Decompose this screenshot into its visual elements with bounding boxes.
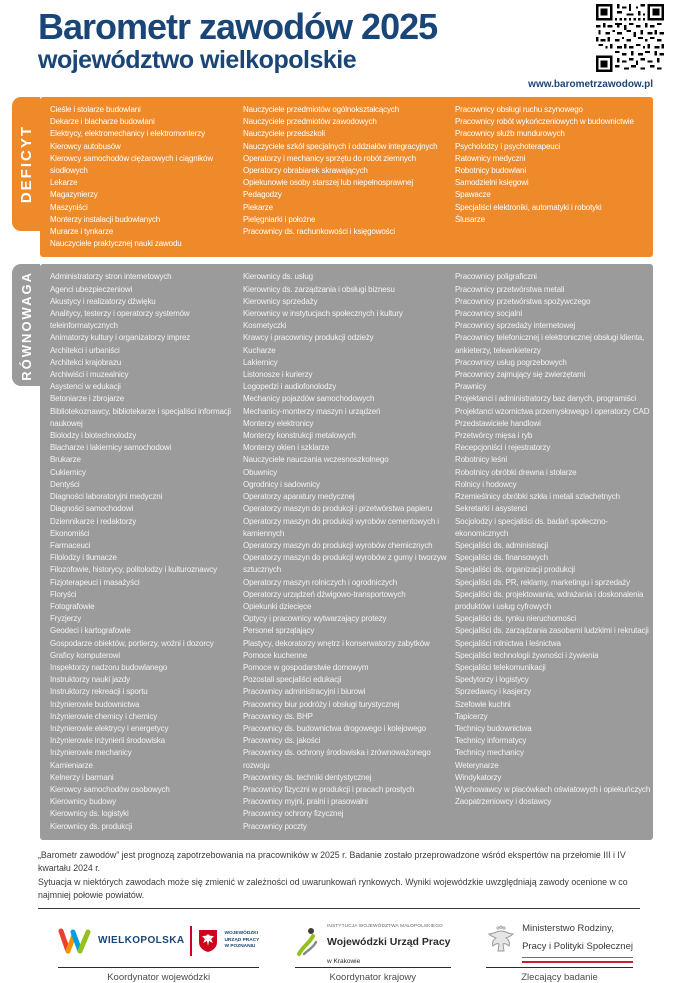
profession-item: Operatorzy maszyn rolniczych i ogrodniczych (243, 577, 398, 587)
profession-item: Optycy i pracownicy wytwarzający protezy (243, 614, 387, 624)
rownowaga-column-1 (50, 271, 243, 832)
profession-item: Kierownicy ds. logistyki (50, 809, 129, 819)
profession-item: Specjaliści ds. projektowania, wdrażania i doskonalenia produktów i usług cyfrowych (455, 589, 644, 611)
profession-item: Inżynierowie chemicy i chemicy (50, 711, 158, 721)
profession-item: Brukarze (50, 455, 81, 465)
profession-item: Kierownicy ds. usług (243, 272, 313, 282)
partner-wielkopolska (58, 919, 259, 983)
partner-ministry (486, 919, 633, 983)
profession-item: Mechanicy pojazdów samochodowych (243, 394, 375, 404)
profession-item: Kierownicy budowy (50, 797, 116, 807)
profession-item: Opiekunki dziecięce (243, 601, 312, 611)
profession-item: Fryzjerzy (50, 614, 82, 624)
profession-item: Pielęgniarki i położne (243, 214, 316, 224)
krakow-figure-icon (295, 926, 321, 956)
profession-item: Ogrodnicy i sadownicy (243, 479, 320, 489)
profession-item: Specjaliści technologii żywności i żywienia (455, 650, 599, 660)
profession-item: Animatorzy kultury i organizatorzy imprez (50, 333, 191, 343)
profession-item: Blacharze i lakiernicy samochodowi (50, 443, 172, 453)
poznan-crest-text (224, 931, 259, 950)
disclaimer-line1: „Barometr zawodów” jest prognozą zapotrzebowania na pracowników w 2025 r. Badanie zostało przeprowadzone wśród ekspertów na przełomie III i IV kwartału 2024 r. (38, 849, 626, 874)
profession-item: Archiwiści i muzealnicy (50, 370, 129, 380)
profession-item: Specjaliści telekomunikacji (455, 662, 546, 672)
profession-item: Monterzy okien i szklarze (243, 443, 330, 453)
profession-item: Pracownicy administracyjni i biurowi (243, 687, 366, 697)
deficyt-column-3 (455, 104, 651, 250)
wielkopolska-brand: WIELKOPOLSKA (98, 935, 185, 947)
wup-krakow-text (327, 914, 451, 968)
profession-item: Bibliotekoznawcy, bibliotekarze i specjaliści informacji naukowej (50, 406, 231, 428)
crest-line: WOJEWÓDZKI (224, 931, 259, 937)
profession-item: Kierowcy samochodów ciężarowych i ciągników siodłowych (50, 153, 213, 176)
profession-item: Ekonomiści (50, 528, 90, 538)
rownowaga-column-3 (455, 271, 651, 832)
profession-item: Kelnerzy i barmani (50, 772, 114, 782)
profession-item: Operatorzy aparatury medycznej (243, 492, 355, 502)
profession-item: Murarze i tynkarze (50, 227, 114, 237)
profession-item: Pracownicy poligraficzni (455, 272, 537, 282)
profession-item: Instruktorzy rekreacji i sportu (50, 687, 148, 697)
profession-item: Logopedzi i audiofonolodzy (243, 382, 337, 392)
partner-wup-krakow (295, 919, 451, 983)
profession-item: Opiekunowie osoby starszej lub niepełnosprawnej (243, 178, 413, 188)
profession-item: Analitycy, testerzy i operatorzy systemów teleinformatycznych (50, 309, 190, 331)
profession-item: Krawcy i pracownicy produkcji odzieży (243, 333, 374, 343)
profession-item: Pracownicy przetwórstwa metali (455, 284, 565, 294)
profession-item: Elektrycy, elektromechanicy i elektromonterzy (50, 129, 205, 139)
profession-item: Kierownicy ds. zarządzania i obsługi biznesu (243, 284, 395, 294)
partner-caption: Koordynator wojewódzki (107, 971, 211, 983)
profession-item: Pedagodzy (243, 190, 282, 200)
profession-item: Nauczyciele praktycznej nauki zawodu (50, 239, 182, 249)
profession-item: Diagności laboratoryjni medyczni (50, 492, 163, 502)
profession-item: Monterzy instalacji budowlanych (50, 214, 161, 224)
website-link[interactable]: www.barometrzawodow.pl (528, 79, 653, 90)
profession-item: Weterynarze (455, 760, 499, 770)
profession-item: Dentyści (50, 479, 80, 489)
profession-item: Technicy budownictwa (455, 723, 532, 733)
ministry-line: Pracy i Polityki Społecznej (522, 941, 633, 953)
profession-item: Dekarze i blacharze budowlani (50, 117, 155, 127)
profession-item: Pracownicy robót wykończeniowych w budownictwie (455, 117, 634, 127)
profession-item: Projektanci i administratorzy baz danych, programiści (455, 394, 637, 404)
profession-item: Specjaliści ds. zarządzania zasobami ludzkimi i rekrutacji (455, 626, 649, 636)
profession-item: Szefowie kuchni (455, 699, 511, 709)
profession-item: Architekci i urbaniści (50, 345, 120, 355)
profession-item: Farmaceuci (50, 540, 91, 550)
profession-item: Specjaliści ds. finansowych (455, 553, 548, 563)
profession-item: Pracownicy ds. ochrony środowiska i zrównoważonego rozwoju (243, 748, 431, 770)
ministry-underline (522, 957, 633, 963)
profession-item: Operatorzy obrabiarek skrawających (243, 166, 368, 176)
profession-item: Fotografowie (50, 601, 95, 611)
profession-item: Dziennikarze i redaktorzy (50, 516, 137, 526)
profession-item: Piekarze (243, 202, 273, 212)
profession-item: Cukiernicy (50, 467, 86, 477)
profession-item: Technicy mechanicy (455, 748, 524, 758)
section-rownowaga-tab (12, 264, 40, 386)
profession-item: Geodeci i kartografowie (50, 626, 131, 636)
profession-item: Plastycy, dekoratorzy wnętrz i konserwatorzy zabytków (243, 638, 430, 648)
profession-item: Specjaliści ds. organizacji produkcji (455, 565, 575, 575)
profession-item: Pomoce w gospodarstwie domowym (243, 662, 369, 672)
section-deficyt (17, 97, 653, 257)
profession-item: Operatorzy maszyn do produkcji wyrobów chemicznych (243, 540, 433, 550)
profession-item: Pracownicy ds. BHP (243, 711, 313, 721)
profession-item: Technicy informatycy (455, 736, 527, 746)
deficyt-columns (40, 97, 653, 257)
profession-item: Inżynierowie budownictwa (50, 699, 140, 709)
profession-item: Maszyniści (50, 202, 88, 212)
section-deficyt-tab (12, 97, 40, 231)
profession-item: Agenci ubezpieczeniowi (50, 284, 133, 294)
profession-item: Sprzedawcy i kasjerzy (455, 687, 531, 697)
profession-item: Betoniarze i zbrojarze (50, 394, 125, 404)
profession-item: Wychowawcy w placówkach oświatowych i opiekuńczych (455, 784, 651, 794)
profession-item: Diagności samochodowi (50, 504, 134, 514)
profession-item: Rzemieślnicy obróbki szkła i metali szlachetnych (455, 492, 620, 502)
profession-item: Ślusarze (455, 214, 485, 224)
profession-item: Pracownicy socjalni (455, 309, 522, 319)
profession-item: Rolnicy i hodowcy (455, 479, 517, 489)
profession-item: Lakiernicy (243, 357, 278, 367)
profession-item: Instruktorzy nauki jazdy (50, 675, 130, 685)
profession-item: Pracownicy służb mundurowych (455, 129, 565, 139)
ministry-line: Ministerstwo Rodziny, (522, 923, 614, 935)
profession-item: Specjaliści ds. rynku nieruchomości (455, 614, 577, 624)
profession-item: Pracownicy zajmujący się zwierzętami (455, 370, 586, 380)
profession-item: Monterzy konstrukcji metalowych (243, 431, 356, 441)
profession-item: Inspektorzy nadzoru budowlanego (50, 662, 168, 672)
profession-item: Cieśle i stolarze budowlani (50, 105, 141, 114)
profession-item: Przetwórcy mięsa i ryb (455, 431, 533, 441)
profession-item: Pracownicy ds. rachunkowości i księgowości (243, 227, 395, 237)
profession-item: Personel sprzątający (243, 626, 315, 636)
profession-item: Pracownicy przetwórstwa spożywczego (455, 296, 591, 306)
profession-item: Robotnicy leśni (455, 455, 508, 465)
profession-item: Pracownicy ds. techniki dentystycznej (243, 772, 372, 782)
profession-item: Psycholodzy i psychoterapeuci (455, 141, 561, 151)
ministry-logo (486, 919, 633, 963)
page-title: Barometr zawodów 2025 (38, 6, 438, 47)
profession-item: Pracownicy myjni, pralni i prasowalni (243, 797, 368, 807)
profession-item: Kamieniarze (50, 760, 93, 770)
profession-item: Operatorzy maszyn do produkcji i przetwórstwa papieru (243, 504, 433, 514)
profession-item: Windykatorzy (455, 772, 502, 782)
ministry-text (522, 918, 633, 963)
profession-item: Operatorzy maszyn do produkcji wyrobów cementowych i kamiennych (243, 516, 439, 538)
profession-item: Pracownicy ds. budownictwa drogowego i kolejowego (243, 723, 426, 733)
profession-item: Filozofowie, historycy, politolodzy i kulturoznawcy (50, 565, 217, 575)
profession-item: Operatorzy maszyn do produkcji wyrobów z gumy i tworzyw sztucznych (243, 553, 447, 575)
profession-item: Samodzielni księgowi (455, 178, 529, 188)
profession-item: Przedstawiciele handlowi (455, 418, 541, 428)
profession-item: Projektanci wzornictwa przemysłowego i operatorzy CAD (455, 406, 650, 416)
profession-item: Nauczyciele przedmiotów zawodowych (243, 117, 377, 127)
profession-item: Kierownicy w instytucjach społecznych i kultury (243, 309, 403, 319)
profession-item: Robotnicy obróbki drewna i stolarze (455, 467, 577, 477)
profession-item: Kierownicy sprzedaży (243, 296, 318, 306)
profession-item: Gospodarze obiektów, portierzy, woźni i dozorcy (50, 638, 214, 648)
section-label: DEFICYT (17, 124, 35, 204)
partner-caption: Zlecający badanie (521, 971, 598, 983)
profession-item: Tapicerzy (455, 711, 488, 721)
profession-item: Obuwnicy (243, 467, 277, 477)
profession-item: Pracownicy biur podróży i obsługi turystycznej (243, 699, 400, 709)
profession-item: Nauczyciele przedszkoli (243, 129, 325, 139)
profession-item: Inżynierowie mechanicy (50, 748, 132, 758)
profession-item: Sekretarki i asystenci (455, 504, 528, 514)
poznan-crest-icon (198, 929, 218, 953)
profession-item: Specjaliści ds. administracji (455, 540, 549, 550)
profession-item: Pracownicy fizyczni w produkcji i pracach prostych (243, 784, 415, 794)
footer-divider (38, 908, 640, 909)
wielkopolska-logo (58, 919, 259, 963)
profession-item: Pracownicy telefonicznej i elektronicznej obsługi klienta, ankieterzy, teleankieterzy (455, 333, 645, 355)
profession-item: Mechanicy-monterzy maszyn i urządzeń (243, 406, 381, 416)
profession-item: Nauczyciele przedmiotów ogólnokształcących (243, 105, 399, 114)
deficyt-column-2 (243, 104, 455, 250)
profession-item: Kierownicy ds. produkcji (50, 821, 133, 831)
profession-item: Pomoce kuchenne (243, 650, 308, 660)
profession-item: Specjaliści rolnictwa i leśnictwa (455, 638, 561, 648)
profession-item: Socjolodzy i specjaliści ds. badań społeczno-ekonomicznych (455, 516, 608, 538)
profession-item: Graficy komputerowi (50, 650, 121, 660)
profession-item: Spedytorzy i logistycy (455, 675, 529, 685)
disclaimer-line2: Sytuacja w niektórych zawodach może się zmienić w zależności od uwarunkowań rynkowych. Wyniki wojewódzkie uwzględniają zawody ocenione w co najmniej połowie powiatów. (38, 876, 628, 901)
profession-item: Lekarze (50, 178, 78, 188)
profession-item: Pozostali specjaliści edukacji (243, 675, 342, 685)
profession-item: Specjaliści elektroniki, automatyki i robotyki (455, 202, 602, 212)
profession-item: Spawacze (455, 190, 491, 200)
profession-item: Kucharze (243, 345, 276, 355)
profession-item: Kosmetyczki (243, 321, 287, 331)
profession-item: Kierowcy samochodów osobowych (50, 784, 170, 794)
partner-logos (58, 919, 633, 983)
profession-item: Ratownicy medyczni (455, 153, 526, 163)
profession-item: Administratorzy stron internetowych (50, 272, 172, 282)
profession-item: Asystenci w edukacji (50, 382, 121, 392)
profession-item: Pracownicy usług pogrzebowych (455, 357, 567, 367)
institution-caption: INSTYTUCJA WOJEWÓDZTWA MAŁOPOLSKIEGO (326, 923, 443, 929)
profession-item: Biolodzy i biotechnolodzy (50, 431, 137, 441)
profession-item: Pracownicy ochrony fizycznej (243, 809, 344, 819)
eagle-emblem-icon (486, 925, 516, 957)
logo-divider (190, 926, 192, 956)
crest-line: URZĄD PRACY (224, 937, 260, 943)
page-subtitle: województwo wielkopolskie (38, 45, 357, 74)
profession-item: Inżynierowie elektrycy i energetycy (50, 723, 169, 733)
rownowaga-columns (40, 264, 653, 839)
profession-item: Fizjoterapeuci i masażyści (50, 577, 140, 587)
section-label: RÓWNOWAGA (18, 270, 34, 381)
profession-item: Recepcjoniści i rejestratorzy (455, 443, 551, 453)
profession-item: Magazynierzy (50, 190, 98, 200)
profession-item: Robotnicy budowlani (455, 166, 526, 176)
wup-krakow-logo (295, 919, 451, 963)
partner-caption: Koordynator krajowy (329, 971, 417, 983)
profession-item: Pracownicy poczty (243, 821, 307, 831)
profession-item: Akustycy i realizatorzy dźwięku (50, 296, 156, 306)
disclaimer (38, 849, 647, 903)
profession-item: Monterzy elektronicy (243, 418, 314, 428)
deficyt-column-1 (50, 104, 243, 250)
section-rownowaga (18, 264, 653, 839)
profession-item: Zaopatrzeniowcy i dostawcy (455, 797, 552, 807)
profession-item: Nauczyciele szkół specjalnych i oddziałów integracyjnych (243, 141, 438, 151)
profession-item: Operatorzy urządzeń dźwigowo-transportowych (243, 589, 406, 599)
institution-city: w Krakowie (326, 957, 361, 965)
profession-item: Operatorzy i mechanicy sprzętu do robót ziemnych (243, 153, 416, 163)
profession-item: Floryści (50, 589, 77, 599)
profession-item: Inżynierowie inżynierii środowiska (50, 736, 165, 746)
crest-line: W POZNANIU (224, 943, 256, 949)
qr-code-icon (596, 4, 664, 72)
header (0, 0, 677, 95)
profession-item: Pracownicy sprzedaży internetowej (455, 321, 575, 331)
profession-item: Nauczyciele nauczania wczesnoszkolnego (243, 455, 389, 465)
profession-item: Kierowcy autobusów (50, 141, 121, 151)
profession-item: Pracownicy obsługi ruchu szynowego (455, 105, 583, 114)
rownowaga-column-2 (243, 271, 455, 832)
institution-name: Wojewódzki Urząd Pracy (326, 935, 451, 948)
profession-item: Prawnicy (455, 382, 487, 392)
profession-item: Filolodzy i tłumacze (50, 553, 117, 563)
profession-item: Listonosze i kurierzy (243, 370, 313, 380)
profession-item: Specjaliści ds. PR, reklamy, marketingu i sprzedaży (455, 577, 630, 587)
profession-item: Pracownicy ds. jakości (243, 736, 321, 746)
profession-item: Architekci krajobrazu (50, 357, 122, 367)
